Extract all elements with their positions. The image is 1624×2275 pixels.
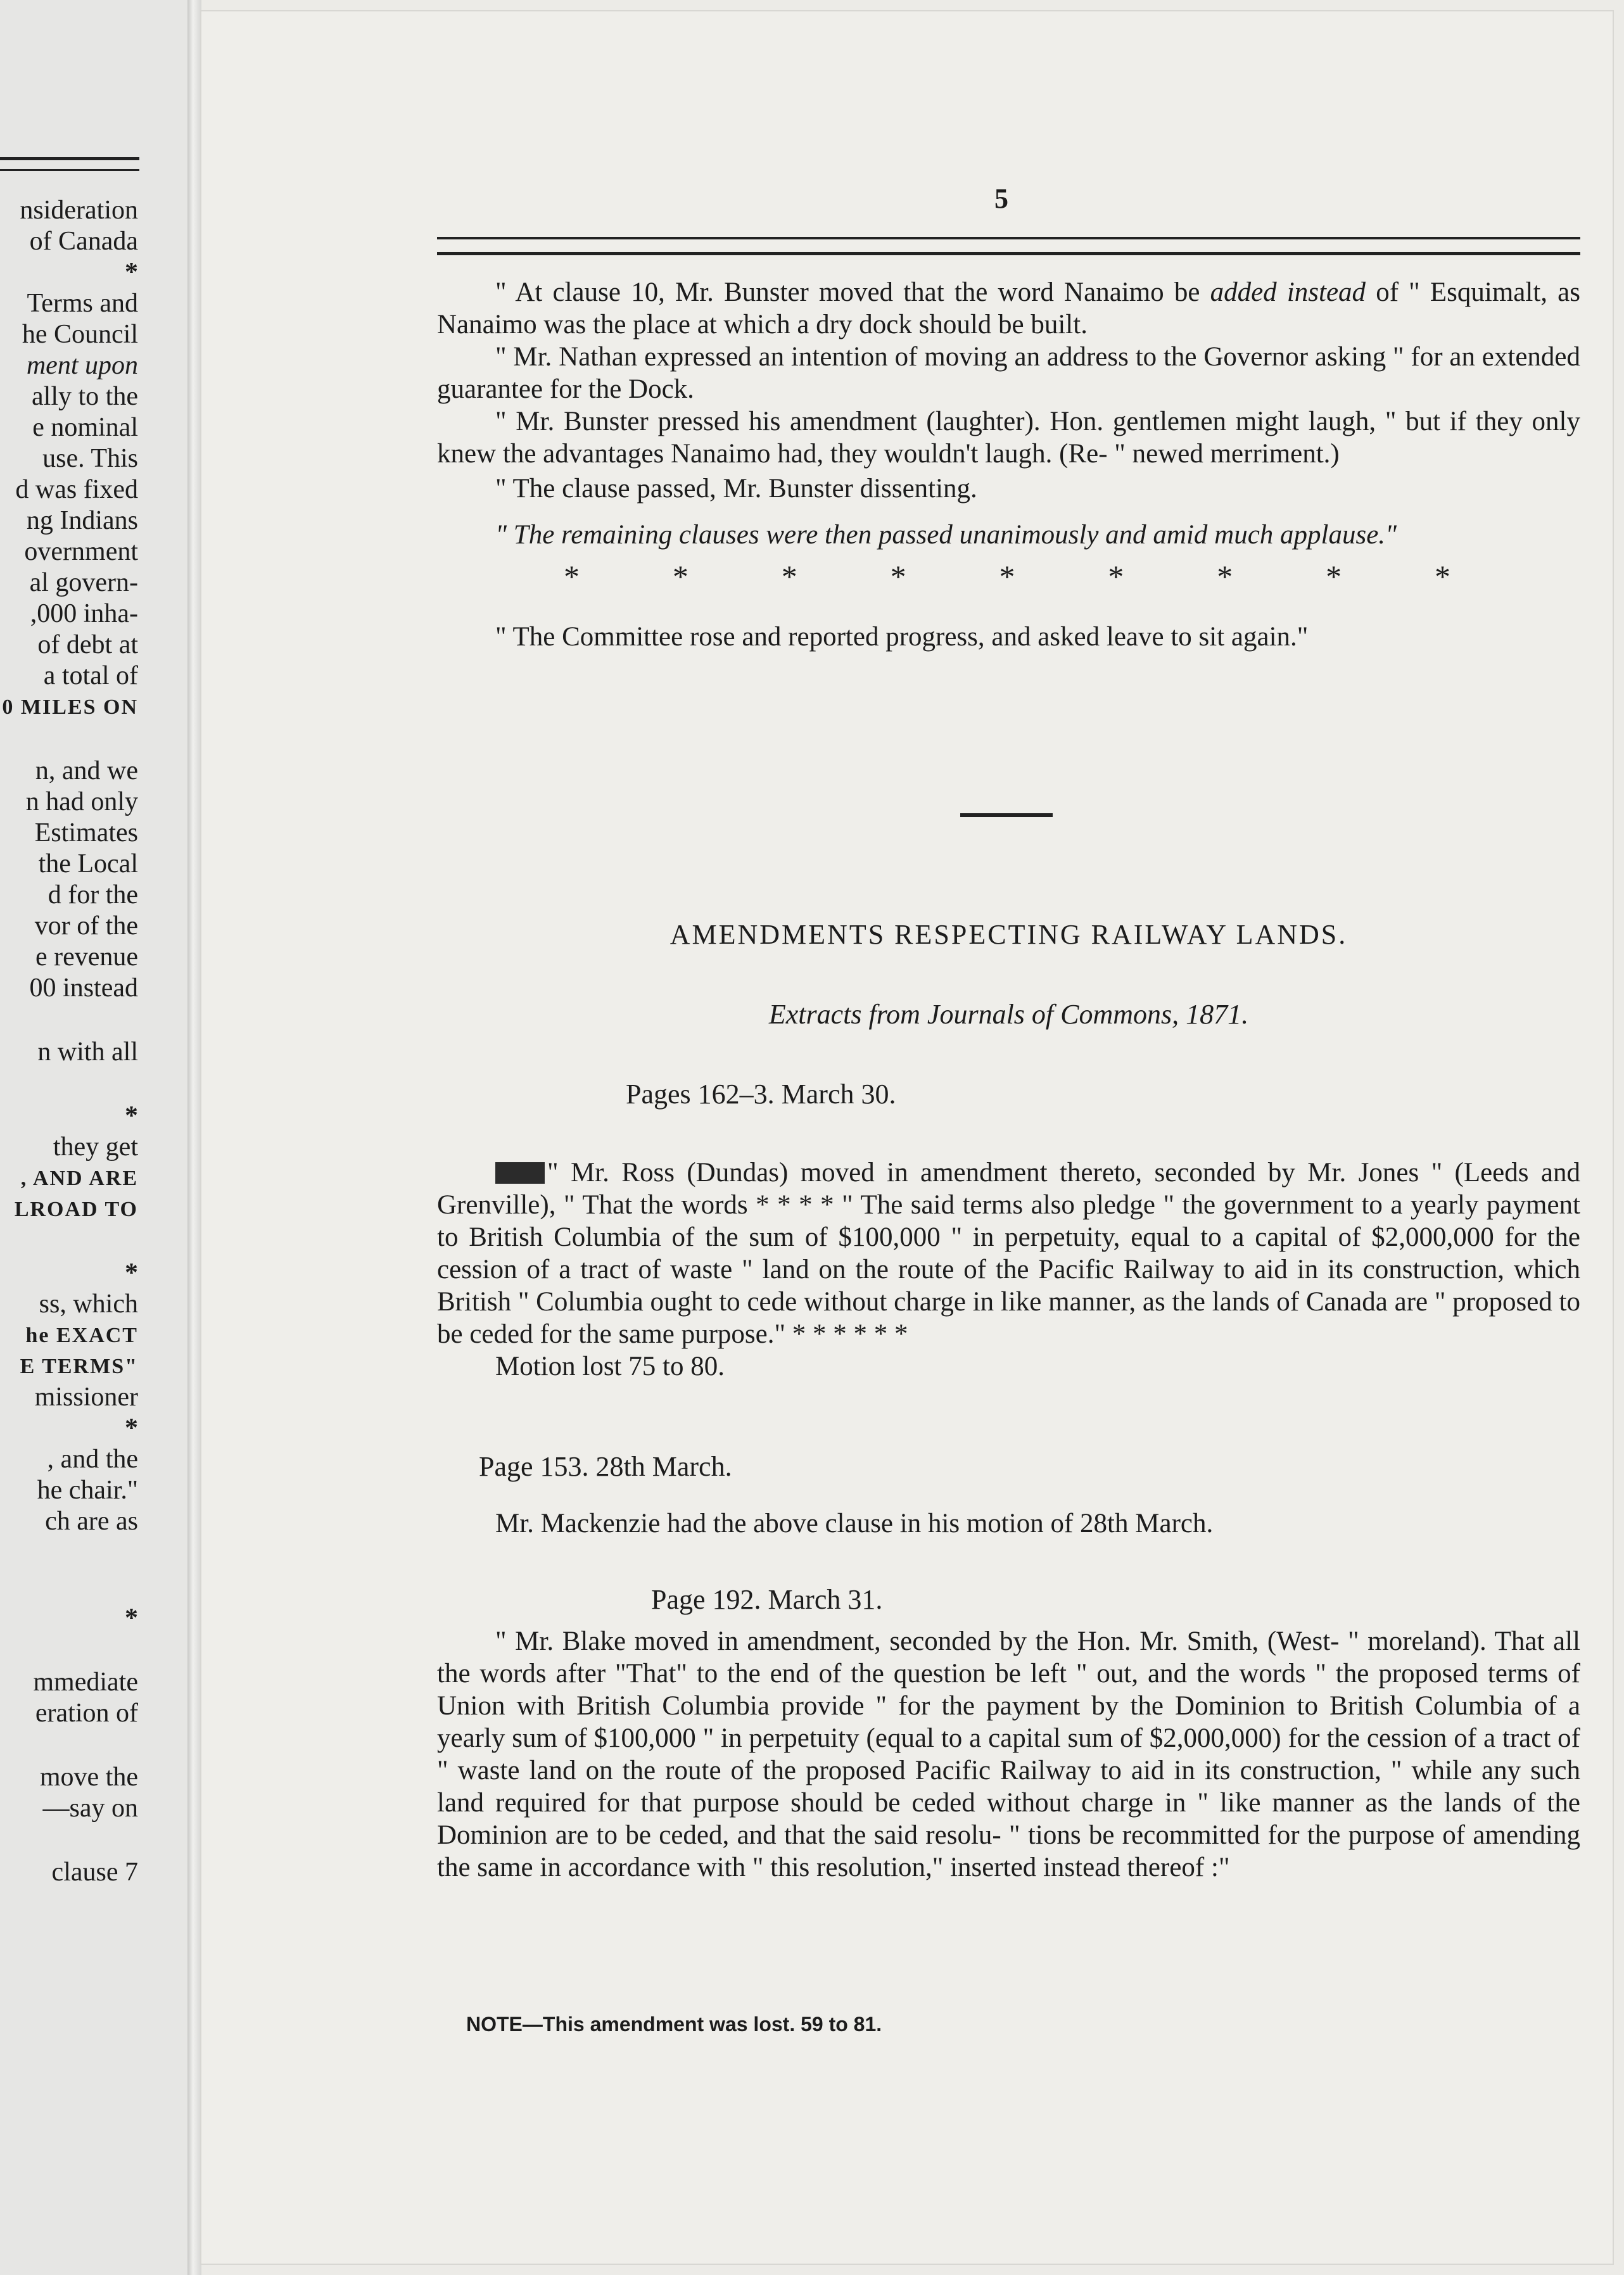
- left-page-line: ng Indians: [26, 506, 138, 535]
- clause-10-italic: added instead: [1210, 277, 1366, 307]
- left-page-line: move the: [39, 1763, 138, 1792]
- left-page-line: d for the: [48, 880, 138, 909]
- blake-amendment-text: " Mr. Blake moved in amendment, seconded by the Hon. Mr. Smith, (West- " moreland). That all the words after "That" to the end of the question be left " out, and the words " the proposed terms of Union with British Columbia provide " for the payment by the Dominion to British Columbia of a yearly sum of $100,000 " in perpetuity (equal to a capital sum of $2,000,000) for the cession of a tract of " waste land on the route of the proposed Pacific Railway to aid in its construction, " while any such land required for that purpose should be ceded without charge in " like manner as the lands of the Dominion are to be ceded, and that the said resolu- " tions be recommitted for the purpose of amending the same in accordance with " this resolution," inserted instead thereof :": [437, 1626, 1580, 1882]
- left-page-line: ment upon: [26, 351, 138, 380]
- mackenzie-text: Mr. Mackenzie had the above clause in his motion of 28th March.: [495, 1509, 1214, 1538]
- left-page-line: e revenue: [35, 942, 138, 972]
- left-page-line: n with all: [37, 1037, 138, 1067]
- left-page-line: clause 7: [51, 1858, 138, 1887]
- left-page-line: eration of: [35, 1699, 138, 1728]
- left-page-line: *: [125, 258, 138, 287]
- left-page-line: vor of the: [34, 911, 138, 941]
- left-page-line: nsideration: [20, 196, 138, 225]
- committee-rose-paragraph: " The Committee rose and reported progress, and asked leave to sit again.": [495, 622, 1309, 652]
- ellipsis-stars: [564, 557, 1450, 595]
- page-number: 5: [994, 183, 1008, 214]
- left-page-lines: [2, 195, 138, 1888]
- left-page-line: a total of: [43, 661, 138, 690]
- main-page: [201, 11, 1613, 2264]
- ellipsis-star: *: [1217, 559, 1233, 594]
- left-page-line: Terms and: [27, 289, 138, 318]
- clause-10-paragraph: [437, 276, 1580, 341]
- left-page-line: ally to the: [32, 382, 138, 411]
- heading-page-192: Page 192. March 31.: [651, 1584, 883, 1615]
- left-page-line: overnment: [24, 537, 138, 566]
- left-page-line: [2, 1225, 138, 1258]
- remaining-clauses-paragraph: " The remaining clauses were then passed unanimously and amid much applause.": [495, 520, 1397, 550]
- left-page-line: mmediate: [33, 1668, 138, 1697]
- mackenzie-paragraph: [437, 1507, 1580, 1540]
- left-page-line: al govern-: [29, 568, 138, 597]
- ellipsis-star: *: [1326, 559, 1342, 594]
- left-page-line: e nominal: [32, 413, 138, 442]
- left-page-line: [2, 1729, 138, 1762]
- blake-amendment: [437, 1625, 1580, 1884]
- left-page-line: , and the: [47, 1445, 138, 1474]
- left-page-line: LROAD TO: [14, 1198, 138, 1221]
- left-page-rule: [0, 157, 139, 171]
- section-subtitle: Extracts from Journals of Commons, 1871.: [768, 999, 1249, 1030]
- ellipsis-star: *: [672, 559, 688, 594]
- left-page-line: 00 instead: [29, 973, 138, 1003]
- left-facing-page: [0, 0, 187, 2275]
- motion-result: Motion lost 75 to 80.: [495, 1352, 725, 1381]
- left-page-line: they get: [53, 1132, 138, 1162]
- left-page-line: of debt at: [37, 630, 138, 659]
- header-rule: [437, 237, 1580, 255]
- left-page-line: ch are as: [45, 1507, 138, 1536]
- clause-10-text-b: of " Esquimalt, as Nanaimo was the place at which a dry dock should be built.: [437, 277, 1580, 339]
- left-page-line: ,000 inha-: [30, 599, 138, 628]
- left-page-line: —say on: [42, 1794, 138, 1823]
- left-page-line: ss, which: [39, 1290, 138, 1319]
- left-page-line: [2, 1004, 138, 1037]
- left-page-line: n, and we: [35, 756, 138, 785]
- ink-mark: [495, 1162, 545, 1184]
- nathan-paragraph: " Mr. Nathan expressed an intention of moving an address to the Governor asking " for an extended guarantee for the Dock.: [437, 342, 1580, 404]
- clause-10-text-a: " At clause 10, Mr. Bunster moved that the word Nanaimo be: [495, 277, 1210, 307]
- left-page-line: he Council: [22, 320, 138, 349]
- left-page-line: of Canada: [29, 227, 138, 256]
- left-page-line: *: [125, 1604, 138, 1633]
- clause-passed-paragraph: " The clause passed, Mr. Bunster dissenting.: [495, 474, 977, 504]
- left-page-line: [2, 1570, 138, 1603]
- left-page-line: 0 MILES ON: [2, 695, 138, 719]
- left-page-line: [2, 1537, 138, 1570]
- left-page-line: n had only: [25, 787, 138, 816]
- left-page-line: Estimates: [34, 818, 138, 847]
- left-page-line: d was fixed: [15, 475, 138, 504]
- section-title: AMENDMENTS RESPECTING RAILWAY LANDS.: [669, 919, 1348, 950]
- left-page-line: he chair.": [37, 1476, 138, 1505]
- left-page-line: *: [125, 1101, 138, 1131]
- ellipsis-star: *: [890, 559, 906, 594]
- left-page-line: [2, 723, 138, 756]
- left-page-line: he EXACT: [25, 1324, 138, 1347]
- heading-pages-162-3: Pages 162–3. March 30.: [626, 1079, 896, 1110]
- left-page-line: the Local: [38, 849, 138, 878]
- ellipsis-star: *: [1435, 559, 1450, 594]
- ellipsis-star: *: [999, 559, 1015, 594]
- left-page-line: missioner: [34, 1383, 138, 1412]
- left-page-line: use. This: [42, 444, 138, 473]
- left-page-line: [2, 1068, 138, 1101]
- ellipsis-star: *: [781, 559, 797, 594]
- left-page-line: [2, 1824, 138, 1857]
- ellipsis-star: *: [1108, 559, 1124, 594]
- left-page-line: , AND ARE: [20, 1167, 138, 1190]
- bunster-paragraph: " Mr. Bunster pressed his amendment (laughter). Hon. gentlemen might laugh, " but if they only knew the advantages Nanaimo had, they wouldn't laugh. (Re- " newed merriment.): [437, 407, 1580, 469]
- ross-amendment: [437, 1157, 1580, 1383]
- left-page-line: *: [125, 1258, 138, 1288]
- left-page-line: E TERMS": [20, 1355, 138, 1378]
- ross-amendment-text: " Mr. Ross (Dundas) moved in amendment thereto, seconded by Mr. Jones " (Leeds and Grenville), " That the words * * * * " The said terms also pledge " the government to a yearly payment to British Columbia of the sum of $100,000 " in perpetuity, equal to a capital of $2,000,000 for the cession of a tract of waste " land on the route of the Pacific Railway to aid in its construction, which British " Columbia ought to cede without charge in like manner, as the lands of Canada are " proposed to be ceded for the same purpose." * * * * * *: [437, 1158, 1580, 1349]
- ellipsis-star: *: [564, 559, 580, 594]
- footnote: NOTE—This amendment was lost. 59 to 81.: [466, 2013, 882, 2036]
- left-page-line: [2, 1634, 138, 1667]
- heading-page-153: Page 153. 28th March.: [479, 1451, 732, 1482]
- committee-minutes: [437, 276, 1580, 653]
- section-divider: [960, 813, 1053, 817]
- book-gutter: [187, 0, 201, 2275]
- left-page-line: *: [125, 1414, 138, 1443]
